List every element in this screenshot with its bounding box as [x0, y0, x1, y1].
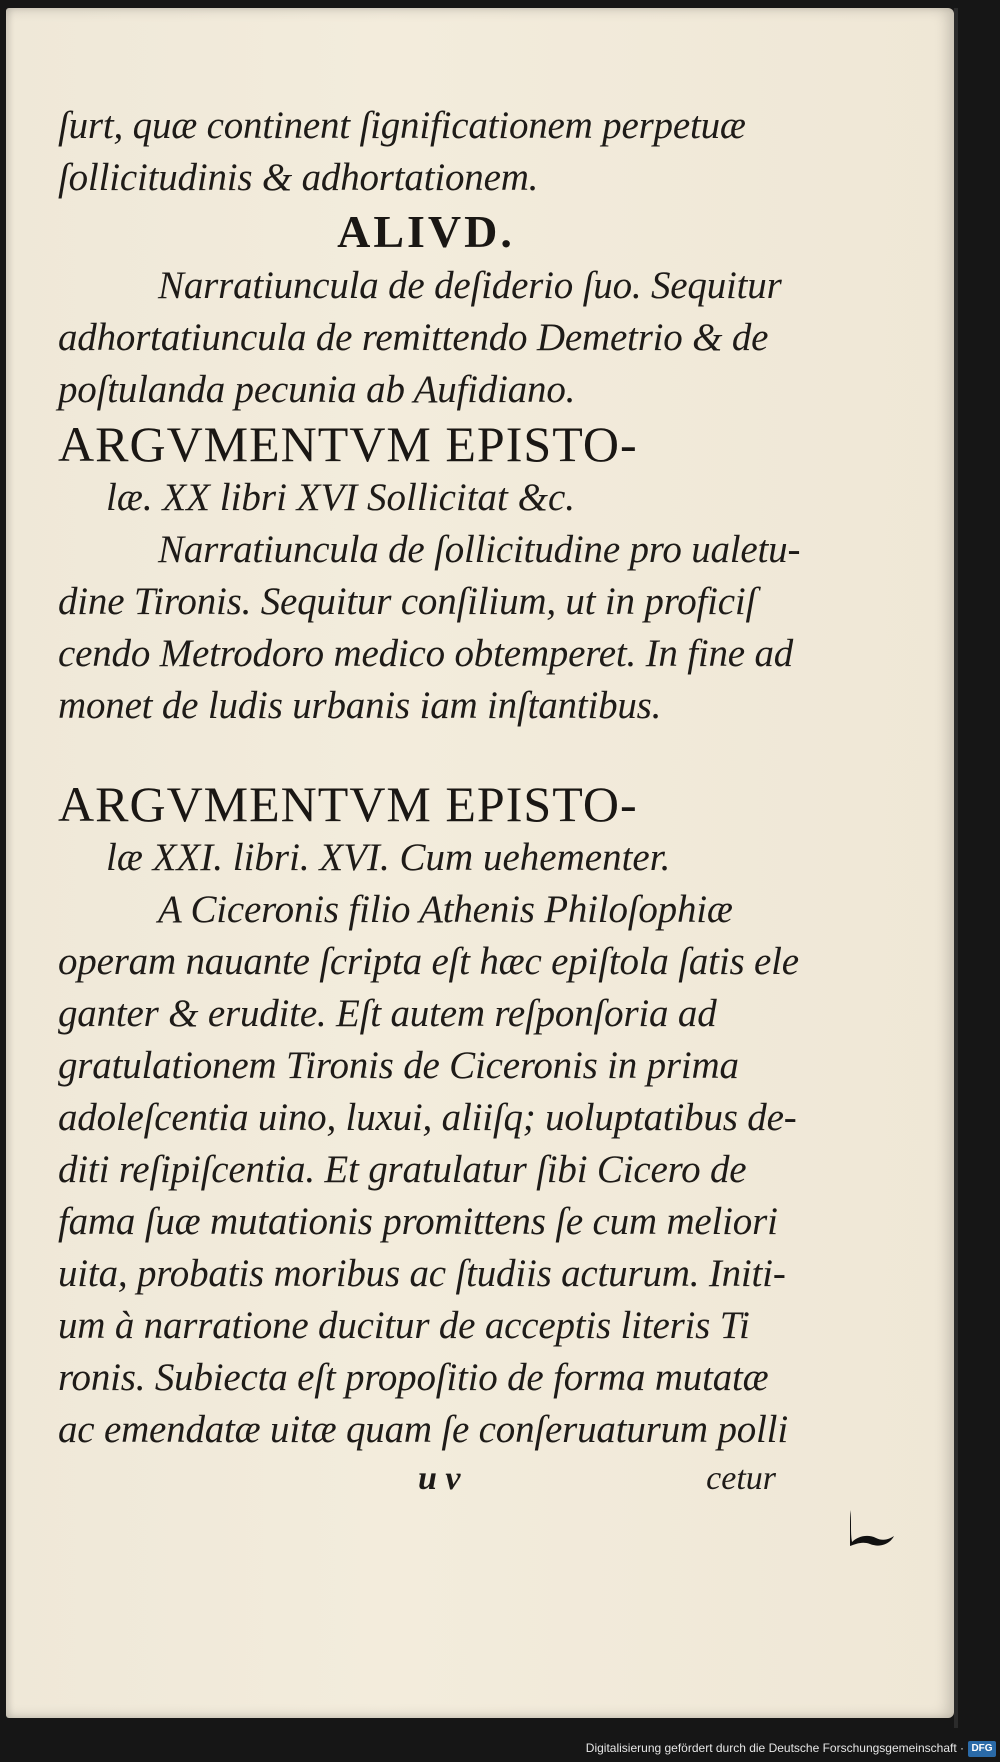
dfg-logo-icon: DFG [968, 1741, 996, 1757]
text-line: ganter & erudite. Eſt autem reſponſoria ad [58, 992, 717, 1035]
text-line: fama ſuæ mutationis promittens ſe cum meliori [58, 1200, 778, 1243]
text-line: ſollicitudinis & adhortationem. [58, 156, 539, 199]
text-line: diti reſipiſcentia. Et gratulatur ſibi Cicero de [58, 1148, 747, 1191]
section-heading-argumentum-xx: ARGVMENTVM EPISTO- [58, 416, 638, 472]
text-line: gratulationem Tironis de Ciceronis in prima [58, 1044, 739, 1087]
text-line: um à narratione ducitur de acceptis literis Ti [58, 1304, 750, 1347]
text-line: cendo Metrodoro medico obtemperet. In fine ad [58, 632, 794, 675]
catchword: cetur [706, 1460, 776, 1497]
section-subheading: læ XXI. libri. XVI. Cum uehementer. [106, 836, 671, 879]
ink-mark-icon [842, 1506, 898, 1550]
text-line: poſtulanda pecunia ab Aufidiano. [58, 368, 576, 411]
paragraph-gap [58, 732, 794, 776]
text-line: adhortatiuncula de remittendo Demetrio & de [58, 316, 769, 359]
section-heading-argumentum-xxi: ARGVMENTVM EPISTO- [58, 776, 638, 832]
text-line: ac emendatæ uitæ quam ſe conſeruaturum polli [58, 1408, 788, 1451]
page-edge [954, 8, 958, 1728]
text-line: A Ciceronis filio Athenis Philoſophiæ [158, 888, 733, 931]
text-line: uita, probatis moribus ac ſtudiis acturum. Initi- [58, 1252, 786, 1295]
text-line: ſurt, quæ continent ſignificationem perpetuæ [58, 104, 746, 147]
signature-mark: u v [418, 1460, 461, 1497]
section-heading-aliud: ALIVD. [337, 206, 515, 257]
text-line: dine Tironis. Sequitur conſilium, ut in proficiſ [58, 580, 757, 623]
page-footer-line [58, 1460, 794, 1504]
digitization-footer [0, 1738, 1000, 1762]
funding-credit: Digitalisierung gefördert durch die Deutsche Forschungsgemeinschaft · [585, 1741, 964, 1755]
page-text [58, 100, 801, 1456]
section-subheading: læ. XX libri XVI Sollicitat &c. [106, 476, 576, 519]
text-line: operam nauante ſcripta eſt hæc epiſtola ſatis ele [58, 940, 799, 983]
text-line: Narratiuncula de ſollicitudine pro ualetu- [158, 528, 801, 571]
text-line: adoleſcentia uino, luxui, aliiſq; uoluptatibus de- [58, 1096, 797, 1139]
text-line: ronis. Subiecta eſt propoſitio de forma mutatæ [58, 1356, 769, 1399]
text-line: Narratiuncula de deſiderio ſuo. Sequitur [158, 264, 782, 307]
text-line: monet de ludis urbanis iam inſtantibus. [58, 684, 662, 727]
book-page [6, 8, 954, 1718]
